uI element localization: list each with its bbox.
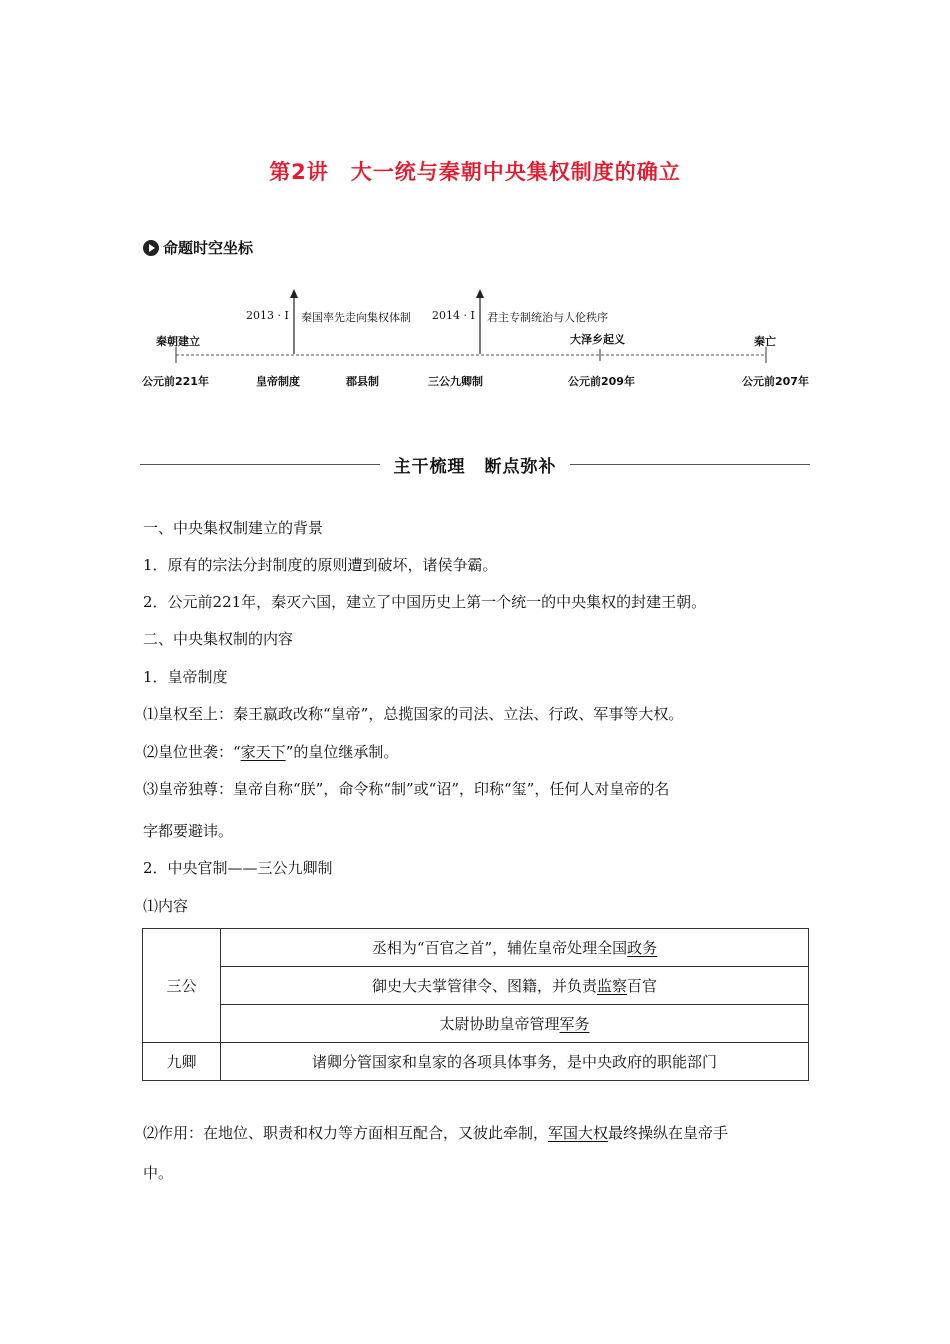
table-cell: 御史大夫掌管律令、图籍，并负责监察百官 bbox=[221, 967, 809, 1005]
table-group-jiuqing: 九卿 bbox=[143, 1043, 221, 1081]
arrow-2013-head bbox=[290, 289, 298, 298]
sangong-jiuqing-table bbox=[142, 928, 809, 1081]
heading-rule-right bbox=[570, 464, 810, 465]
paragraph-4: ⑴皇权至上：秦王嬴政改称“皇帝”，总揽国家的司法、立法、行政、军事等大权。 bbox=[143, 705, 684, 723]
label-emperor-system: 皇帝制度 bbox=[256, 375, 300, 388]
paragraph-8: ⑴内容 bbox=[143, 897, 189, 915]
paragraph-7: 2．中央官制——三公九卿制 bbox=[143, 859, 333, 877]
timeline bbox=[0, 0, 950, 400]
heading-rule-left bbox=[140, 464, 380, 465]
event1-text: 秦国率先走向集权体制 bbox=[301, 311, 411, 324]
arrow-2014-head bbox=[476, 289, 484, 298]
label-qin-founded: 秦朝建立 bbox=[156, 335, 200, 348]
paragraph-2: 2．公元前221年，秦灭六国，建立了中国历史上第一个统一的中央集权的封建王朝。 bbox=[143, 593, 707, 611]
section-heading bbox=[140, 452, 810, 476]
section-1-heading: 一、中央集权制建立的背景 bbox=[143, 519, 324, 537]
paragraph-5: ⑵皇位世袭：“家天下”的皇位继承制。 bbox=[143, 743, 399, 761]
section-heading-text: 主干梳理 断点弥补 bbox=[393, 456, 557, 477]
event2-year: 2014 · Ⅰ bbox=[432, 309, 475, 322]
page-title: 第2讲 大一统与秦朝中央集权制度的确立 bbox=[269, 160, 681, 184]
table-cell: 诸卿分管国家和皇家的各项具体事务，是中央政府的职能部门 bbox=[221, 1043, 809, 1081]
paragraph-9: ⑵作用：在地位、职责和权力等方面相互配合，又彼此牵制，军国大权最终操纵在皇帝手 bbox=[143, 1124, 729, 1142]
label-dazexiang: 大泽乡起义 bbox=[570, 333, 625, 346]
section-tag-label: 命题时空坐标 bbox=[163, 239, 254, 257]
section-2-heading: 二、中央集权制的内容 bbox=[143, 630, 294, 648]
table-row bbox=[143, 1043, 809, 1081]
table-row bbox=[143, 1005, 809, 1043]
label-207bc: 公元前207年 bbox=[742, 375, 809, 388]
table-cell: 丞相为“百官之首”，辅佐皇帝处理全国政务 bbox=[221, 929, 809, 967]
underline-term: 家天下 bbox=[240, 743, 286, 761]
event2-text: 君主专制统治与人伦秩序 bbox=[487, 311, 608, 324]
label-junxian: 郡县制 bbox=[346, 375, 379, 388]
paragraph-9-cont: 中。 bbox=[143, 1164, 174, 1182]
label-209bc: 公元前209年 bbox=[568, 375, 635, 388]
paragraph-1: 1．原有的宗法分封制度的原则遭到破坏，诸侯争霸。 bbox=[143, 556, 498, 574]
underline-term: 军国大权 bbox=[548, 1124, 609, 1142]
paragraph-3: 1．皇帝制度 bbox=[143, 668, 228, 686]
paragraph-6-cont: 字都要避讳。 bbox=[143, 822, 234, 840]
label-sangong: 三公九卿制 bbox=[428, 375, 483, 388]
table-cell: 太尉协助皇帝管理军务 bbox=[221, 1005, 809, 1043]
paragraph-6: ⑶皇帝独尊：皇帝自称“朕”，命令称“制”或“诏”，印称“玺”，任何人对皇帝的名 bbox=[143, 780, 670, 798]
table-group-sangong: 三公 bbox=[143, 929, 221, 1043]
label-qin-fall: 秦亡 bbox=[754, 335, 776, 348]
table-row bbox=[143, 967, 809, 1005]
timeline-graphic bbox=[0, 0, 950, 400]
label-221bc: 公元前221年 bbox=[142, 375, 209, 388]
event1-year: 2013 · Ⅰ bbox=[246, 309, 289, 322]
table-row bbox=[143, 929, 809, 967]
